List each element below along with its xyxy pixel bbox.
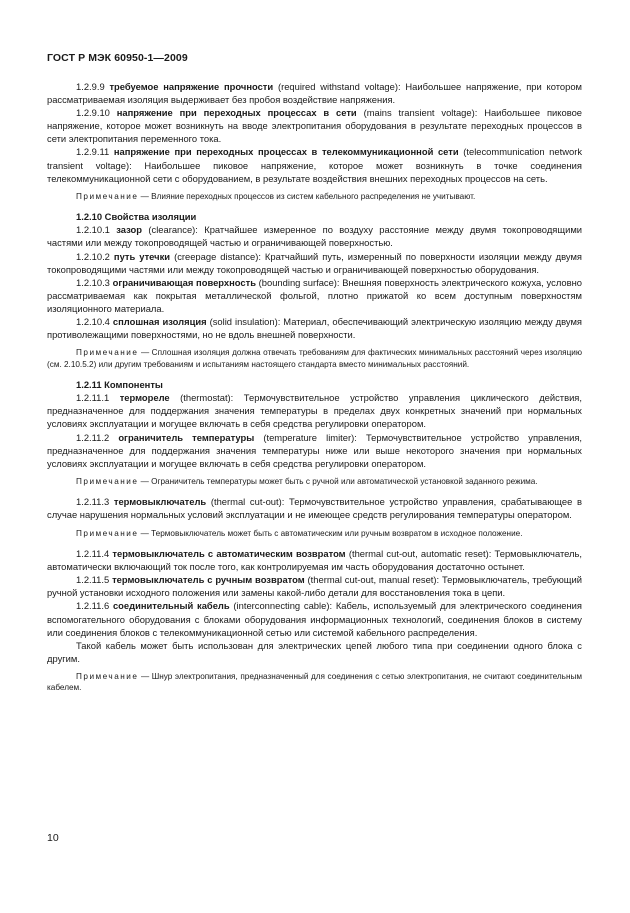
- definition-1-2-9-11: 1.2.9.11 напряжение при переходных процессах в телекоммуникационной сети (telecommunication network transient voltage): Наибольшее пиковое напряжение, которое может возникнуть в точке соединения телекоммуникационной сети с оборудованием, в результате воздействия внешних переходных процессов на сеть.: [47, 146, 583, 184]
- definition-1-2-11-4: 1.2.11.4 термовыключатель с автоматическим возвратом (thermal cut-out, automatic reset): Термовыключатель, автоматически включающий ток после того, как контролируемая им часть оборудования достаточно остынет.: [47, 548, 582, 573]
- definition-1-2-11-2: 1.2.11.2 ограничитель температуры (temperature limiter): Термочувствительное устройство управления, предназначенное для поддержания значения температуры ниже или выше некоторого значения при нормальных условиях эксплуатации и могущее включать в себя средства регулировки оператором.: [47, 431, 582, 469]
- definition-1-2-10-1: 1.2.10.1 зазор (clearance): Кратчайшее измеренное по воздуху расстояние между двумя токопроводящими частями или между токопроводящей частью и ограничивающей поверхностью.: [47, 224, 582, 249]
- paragraph-cable-usage: Такой кабель может быть использован для электрических цепей любого типа при соединении одного блока с другим.: [47, 639, 582, 664]
- definition-1-2-11-5: 1.2.11.5 термовыключатель с ручным возвратом (thermal cut-out, manual reset): Термовыключатель, требующий ручной установки исходного положения или замены какой-либо детали для восстановления тока в цепи.: [47, 574, 582, 599]
- document-body: [47, 80, 582, 702]
- note-4: Примечание — Термовыключатель может быть с автоматическим или ручным возвратом в исходное положение.: [76, 528, 523, 538]
- note-1: Примечание — Влияние переходных процессов из систем кабельного распределения не учитывают.: [76, 191, 476, 201]
- definition-1-2-11-3: 1.2.11.3 термовыключатель (thermal cut-out): Термочувствительное устройство управления, срабатывающее в случае нарушения нормальных условий эксплуатации и не имеющее средств регулирования температуры оператором.: [47, 496, 582, 521]
- definition-1-2-11-1: 1.2.11.1 термореле (thermostat): Термочувствительное устройство управления циклического действия, предназначенное для поддержания значения температуры в пределах двух конкретных значений при нормальных условиях эксплуатации и могущее включать в себя средства регулировки оператором.: [47, 392, 582, 430]
- definition-1-2-10-3: 1.2.10.3 ограничивающая поверхность (bounding surface): Внешняя поверхность электрического кожуха, условно рассматриваемая как покрытая металлической фольгой, плотно прижатой ко всем доступным поверхностям изоляционного материала.: [47, 276, 582, 314]
- page-header: ГОСТ Р МЭК 60950-1—2009: [47, 52, 188, 64]
- section-heading-1-2-10: 1.2.10 Свойства изоляции: [76, 211, 197, 223]
- page-number: 10: [47, 832, 59, 844]
- note-5: Примечание — Шнур электропитания, предназначенный для соединения с сетью электропитания, не считают соединительным кабелем.: [47, 671, 582, 693]
- note-3: Примечание — Ограничитель температуры может быть с ручной или автоматической установкой заданного режима.: [76, 476, 538, 486]
- definition-1-2-11-6: 1.2.11.6 соединительный кабель (interconnecting cable): Кабель, используемый для электрического соединения вспомогательного оборудования с блоками оборудования информационных технологий, соединения блоков в систему или соединения блоков с телекоммуникационной сетью или системой кабельного распределения.: [47, 600, 582, 638]
- section-heading-1-2-11: 1.2.11 Компоненты: [76, 379, 163, 391]
- definition-1-2-9-10: 1.2.9.10 напряжение при переходных процессах в сети (mains transient voltage): Наибольшее пиковое напряжение, которое может возникнуть на вводе электропитания оборудования в результате переходных процессов в сети электропитания переменного тока.: [47, 107, 583, 145]
- note-2: Примечание — Сплошная изоляция должна отвечать требованиям для фактических минимальных расстояний через изоляцию (см. 2.10.5.2) или другим требованиям и испытаниям настоящего стандарта вместо минимальных расстояний.: [47, 348, 582, 369]
- definition-1-2-9-9: 1.2.9.9 требуемое напряжение прочности (required withstand voltage): Наибольшее напряжение, при котором рассматриваемая изоляция выдерживает без пробоя воздействие напряжения.: [47, 81, 582, 106]
- definition-1-2-10-2: 1.2.10.2 путь утечки (creepage distance): Кратчайший путь, измеренный по поверхности изоляции между двумя токопроводящими частями или между токопроводящей частью и ограничивающей поверхностью оборудования.: [47, 250, 583, 275]
- definition-1-2-10-4: 1.2.10.4 сплошная изоляция (solid insulation): Материал, обеспечивающий электрическую изоляцию между двумя противолежащими поверхностями, но не вдоль внешней поверхности.: [47, 316, 582, 341]
